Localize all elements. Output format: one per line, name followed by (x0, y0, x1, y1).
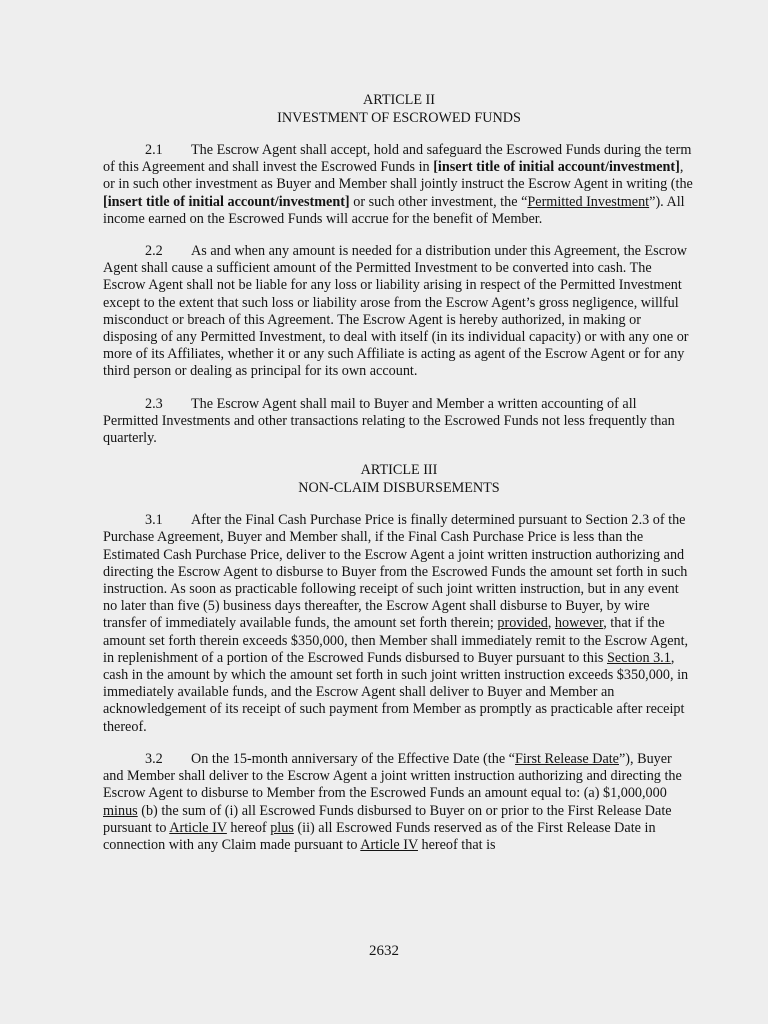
underlined-term: provided (497, 615, 548, 632)
section-3-2 (103, 751, 695, 854)
bold-placeholder: [insert title of initial account/investment] (433, 159, 680, 176)
section-text: As and when any amount is needed for a distribution under this Agreement, the Escrow Agent shall cause a sufficient amount of the Permitted Investment to be converted into cash. The Escrow Agent shall not be liable for any loss or liability arising in respect of the Permitted Investment except to the extent that such loss or liability arose from the Escrow Agent’s gross negligence, willful misconduct or breach of this Agreement. The Escrow Agent is hereby authorized, in making or disposing of any Permitted Investment, to deal with itself (in its individual capacity) or with any one or more of its Affiliates, whether it or any such Affiliate is acting as agent of the Escrow Agent or for any third person or dealing as principal for its own account. (103, 243, 689, 380)
section-text: The Escrow Agent shall accept, hold and safeguard the Escrowed Funds during the term of this Agreement and shall invest the Escrowed Funds in (103, 142, 692, 176)
section-text: ”). All income earned on the Escrowed Funds will accrue for the benefit of Member. (103, 193, 685, 227)
section-number: 3.1 (145, 512, 163, 529)
underlined-term: however (554, 615, 604, 632)
section-text: , that if the amount set forth therein exceeds $350,000, then Member shall immediately remit to the Escrow Agent, in replenishment of a portion of the Escrowed Funds disbursed to Buyer pursuant to this (103, 615, 689, 666)
section-number: 3.2 (145, 750, 163, 767)
section-2-3 (103, 396, 695, 448)
section-text: hereof (226, 819, 271, 836)
page-number: 2632 (369, 943, 399, 959)
section-number: 2.3 (145, 395, 163, 412)
underlined-term: plus (270, 819, 294, 836)
article-iii-subtitle: NON-CLAIM DISBURSEMENTS (298, 479, 500, 496)
section-number: 2.2 (145, 243, 163, 260)
section-text: , cash in the amount by which the amount set forth in such joint written instruction exceeds $350,000, in immediately available funds, and the Escrow Agent shall deliver to Buyer and Member an acknowledgement of its receipt of such payment from Member as promptly as practicable after receipt thereof. (103, 649, 689, 735)
article-ii-subtitle: INVESTMENT OF ESCROWED FUNDS (277, 109, 521, 126)
section-text: , or in such other investment as Buyer and Member shall jointly instruct the Escrow Agent in writing (the (103, 159, 693, 193)
section-text: (ii) all Escrowed Funds reserved as of the First Release Date in connection with any Claim made pursuant to (103, 819, 656, 853)
underlined-term: minus (103, 802, 138, 819)
section-text: (b) the sum of (i) all Escrowed Funds disbursed to Buyer on or prior to the First Release Date pursuant to (103, 802, 672, 836)
section-text: ”), Buyer and Member shall deliver to the Escrow Agent a joint written instruction authorizing and directing the Escrow Agent to disburse to Member from the Escrowed Funds an amount equal to: (a) $1,000,000 (103, 750, 682, 802)
article-reference: Article IV (360, 836, 418, 853)
section-text: hereof that is (417, 836, 496, 853)
document-body (103, 92, 695, 869)
article-reference: Article IV (169, 819, 227, 836)
section-text: or such other investment, the “ (349, 193, 528, 210)
article-iii-title: ARTICLE III (360, 462, 438, 479)
section-text: After the Final Cash Purchase Price is finally determined pursuant to Section 2.3 of the Purchase Agreement, Buyer and Member shall, if the Final Cash Purchase Price is less than the Estimated Cash Purchase Price, deliver to the Escrow Agent a joint written instruction authorizing and directing the Escrow Agent to disburse to Buyer from the Escrowed Funds the amount set forth in such instruction. As soon as practicable following receipt of such joint written instruction, but in any event no later than five (5) business days thereafter, the Escrow Agent shall disburse to Buyer, by wire transfer of immediately available funds, the amount set forth therein; (103, 512, 688, 632)
defined-term: Permitted Investment (527, 193, 650, 210)
section-text: , (547, 615, 555, 632)
bold-placeholder: [insert title of initial account/investment] (103, 193, 350, 210)
section-2-2 (103, 243, 695, 381)
section-reference: Section 3.1 (606, 649, 671, 666)
article-ii-title: ARTICLE II (362, 92, 436, 108)
section-number: 2.1 (145, 142, 163, 158)
section-3-1 (103, 512, 695, 736)
section-2-1 (103, 142, 695, 228)
section-text: On the 15-month anniversary of the Effective Date (the “ (191, 750, 515, 767)
defined-term: First Release Date (514, 750, 619, 767)
section-text: The Escrow Agent shall mail to Buyer and Member a written accounting of all Permitted Investments and other transactions relating to the Escrowed Funds not less frequently than quarterly. (103, 395, 675, 447)
